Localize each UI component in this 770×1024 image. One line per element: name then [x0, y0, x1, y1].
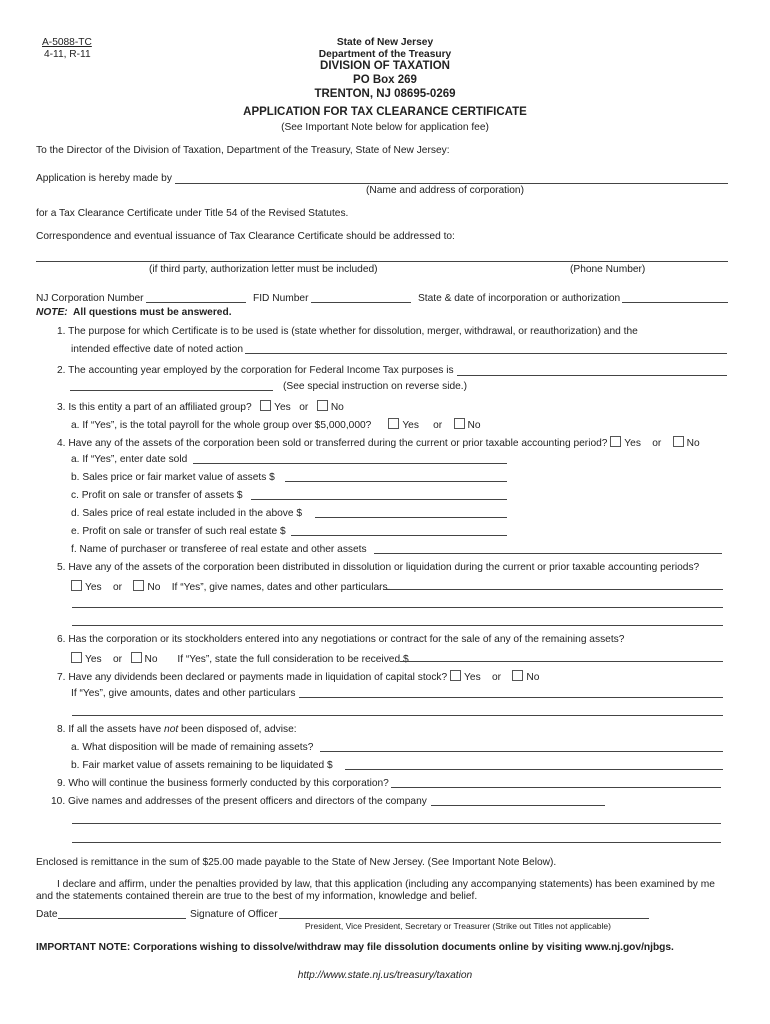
q5-field[interactable]: [383, 589, 723, 590]
q3a-or: or: [433, 420, 443, 431]
q6-or: or: [112, 654, 123, 665]
q1-text-2: intended effective date of noted action: [71, 344, 243, 355]
q6-yes-label: Yes: [85, 654, 102, 665]
q4b-field[interactable]: [285, 481, 507, 482]
q10-field-3[interactable]: [72, 842, 721, 843]
correspondence-label: Correspondence and eventual issuance of Tax Clearance Certificate should be addressed to:: [36, 231, 455, 242]
q7-no-checkbox[interactable]: [512, 670, 523, 681]
corp-number-label: NJ Corporation Number: [36, 293, 144, 304]
q3a-row: [71, 418, 481, 431]
note-period: .: [228, 307, 232, 318]
q4f-field[interactable]: [374, 553, 722, 554]
page-subtitle: (See Important Note below for application fee): [281, 122, 489, 133]
date-field[interactable]: [58, 918, 186, 919]
q7-or: or: [492, 672, 502, 683]
note-text: All questions must be answered: [73, 307, 229, 318]
q8b-field[interactable]: [345, 769, 723, 770]
fid-number-field[interactable]: [311, 302, 411, 303]
q4-yes-label: Yes: [624, 438, 641, 449]
q4d-field[interactable]: [315, 517, 507, 518]
q4-no-checkbox[interactable]: [673, 436, 684, 447]
q4b-text: b. Sales price or fair market value of assets $: [71, 472, 275, 483]
header-city: TRENTON, NJ 08695-0269: [314, 88, 456, 100]
q6-field[interactable]: [400, 661, 723, 662]
q7-no-label: No: [526, 672, 540, 683]
q4-no-label: No: [686, 438, 700, 449]
q10-field[interactable]: [431, 805, 605, 806]
corp-number-field[interactable]: [146, 302, 246, 303]
q5-field-2[interactable]: [72, 607, 723, 608]
signature-label: Signature of Officer: [190, 909, 278, 920]
q6-row: [71, 652, 409, 665]
q3-yes-label: Yes: [274, 402, 291, 413]
q2-note: (See special instruction on reverse side.): [283, 381, 468, 392]
form-number: A-5088-TC: [42, 37, 92, 48]
q8a-text: a. What disposition will be made of remaining assets?: [71, 742, 314, 753]
q5-no-checkbox[interactable]: [133, 580, 144, 591]
q3-yes-checkbox[interactable]: [260, 400, 271, 411]
q9-field[interactable]: [391, 787, 721, 788]
state-date-field[interactable]: [622, 302, 728, 303]
third-party-caption: (if third party, authorization letter must be included): [149, 264, 378, 275]
q4e-field[interactable]: [291, 535, 507, 536]
q2-text: 2. The accounting year employed by the corporation for Federal Income Tax purposes is: [57, 365, 454, 376]
q3-text: 3. Is this entity a part of an affiliated group?: [57, 402, 252, 413]
phone-caption: (Phone Number): [570, 264, 646, 275]
q3a-no-checkbox[interactable]: [454, 418, 465, 429]
q4-or: or: [652, 438, 662, 449]
titles-caption: President, Vice President, Secretary or Treasurer (Strike out Titles not applicable): [305, 921, 611, 931]
note: [36, 307, 232, 318]
header-department: Department of the Treasury: [318, 49, 452, 60]
footer-url[interactable]: http://www.state.nj.us/treasury/taxation: [297, 970, 473, 981]
q3a-text: a. If “Yes”, is the total payroll for the whole group over $5,000,000?: [71, 420, 372, 431]
q9-text: 9. Who will continue the business formerly conducted by this corporation?: [57, 778, 389, 789]
q5-no-label: No: [147, 582, 161, 593]
q1-text: 1. The purpose for which Certificate is to be used is (state whether for dissolution, merger, withdrawal, or reauthorization) and the: [57, 326, 638, 337]
date-label: Date: [36, 909, 58, 920]
q3a-yes-label: Yes: [402, 420, 419, 431]
q4c-text: c. Profit on sale or transfer of assets $: [71, 490, 243, 501]
q4-text: 4. Have any of the assets of the corporation been sold or transferred during the current or prior taxable accounting period?: [57, 438, 608, 449]
name-address-caption: (Name and address of corporation): [366, 185, 524, 196]
application-made-by-label: Application is hereby made by: [36, 173, 172, 184]
q6-no-checkbox[interactable]: [131, 652, 142, 663]
q3a-no-label: No: [467, 420, 481, 431]
q4a-field[interactable]: [193, 463, 507, 464]
q3a-yes-checkbox[interactable]: [388, 418, 399, 429]
declaration-line-2: and the statements contained therein are true to the best of my information, knowledge and belief.: [36, 891, 478, 902]
form-revision: 4-11, R-11: [44, 49, 91, 60]
fid-number-label: FID Number: [253, 293, 309, 304]
header-pobox: PO Box 269: [353, 74, 417, 86]
q7-text: 7. Have any dividends been declared or payments made in liquidation of capital stock?: [57, 672, 448, 683]
page-title: APPLICATION FOR TAX CLEARANCE CERTIFICATE: [243, 106, 527, 118]
signature-field[interactable]: [279, 918, 649, 919]
q8-text-post: been disposed of, advise:: [178, 724, 297, 735]
q4d-text: d. Sales price of real estate included in the above $: [71, 508, 303, 519]
q4c-field[interactable]: [251, 499, 507, 500]
q8-text-not: not: [164, 724, 179, 735]
q5-row: [71, 580, 390, 593]
q2-field[interactable]: [457, 375, 727, 376]
q2-field-2[interactable]: [70, 390, 273, 391]
q6-text: 6. Has the corporation or its stockholders entered into any negotiations or contract for the sale of any of the remaining assets?: [57, 634, 625, 645]
q4e-text: e. Profit on sale or transfer of such real estate $: [71, 526, 286, 537]
corporation-name-field[interactable]: [175, 183, 728, 184]
q4-yes-checkbox[interactable]: [610, 436, 621, 447]
q5-if-text: If “Yes”, give names, dates and other particulars.: [171, 582, 391, 593]
q5-yes-checkbox[interactable]: [71, 580, 82, 591]
q1-field[interactable]: [245, 353, 727, 354]
q3-no-checkbox[interactable]: [317, 400, 328, 411]
purpose-statement: for a Tax Clearance Certificate under Title 54 of the Revised Statutes.: [36, 208, 349, 219]
remittance-text: Enclosed is remittance in the sum of $25.00 made payable to the State of New Jersey. (See Important Note Below).: [36, 857, 557, 868]
header-division: DIVISION OF TAXATION: [320, 60, 450, 72]
q5-field-3[interactable]: [72, 625, 723, 626]
q3-no-label: No: [330, 402, 344, 413]
important-note: IMPORTANT NOTE: Corporations wishing to dissolve/withdraw may file dissolution documents online by visiting www.nj.gov/njbgs.: [36, 942, 674, 953]
q8b-text: b. Fair market value of assets remaining to be liquidated $: [71, 760, 333, 771]
header-state: State of New Jersey: [336, 37, 434, 48]
declaration-line-1: I declare and affirm, under the penalties provided by law, that this application (including any accompanying statements) has been examined by me: [57, 879, 715, 890]
q6-no-label: No: [144, 654, 158, 665]
q7-if-text: If “Yes”, give amounts, dates and other particulars: [71, 688, 296, 699]
state-date-label: State & date of incorporation or authorization: [418, 293, 621, 304]
q3-row: [57, 400, 344, 413]
q4f-text: f. Name of purchaser or transferee of real estate and other assets: [71, 544, 367, 555]
q8-text-pre: 8. If all the assets have: [57, 724, 165, 735]
note-label: NOTE:: [36, 307, 68, 318]
q4a-text: a. If “Yes”, enter date sold: [71, 454, 188, 465]
q7-field[interactable]: [299, 697, 723, 698]
q10-field-2[interactable]: [72, 823, 721, 824]
q7-field-2[interactable]: [72, 715, 723, 716]
q5-yes-label: Yes: [85, 582, 102, 593]
q6-if-text: If “Yes”, state the full consideration to be received $: [177, 654, 409, 665]
q8-text: [57, 724, 297, 735]
q6-yes-checkbox[interactable]: [71, 652, 82, 663]
q7-row: [57, 670, 539, 683]
q5-text: 5. Have any of the assets of the corporation been distributed in dissolution or liquidation during the current or prior taxable accounting periods?: [57, 562, 700, 573]
q8a-field[interactable]: [320, 751, 723, 752]
q3-or: or: [299, 402, 309, 413]
correspondence-address-field[interactable]: [36, 261, 728, 262]
q7-yes-label: Yes: [464, 672, 481, 683]
q7-yes-checkbox[interactable]: [450, 670, 461, 681]
q10-text: 10. Give names and addresses of the present officers and directors of the company: [51, 796, 427, 807]
salutation: To the Director of the Division of Taxation, Department of the Treasury, State of New Jersey:: [36, 145, 450, 156]
q4-row: [57, 436, 700, 449]
q5-or: or: [112, 582, 123, 593]
